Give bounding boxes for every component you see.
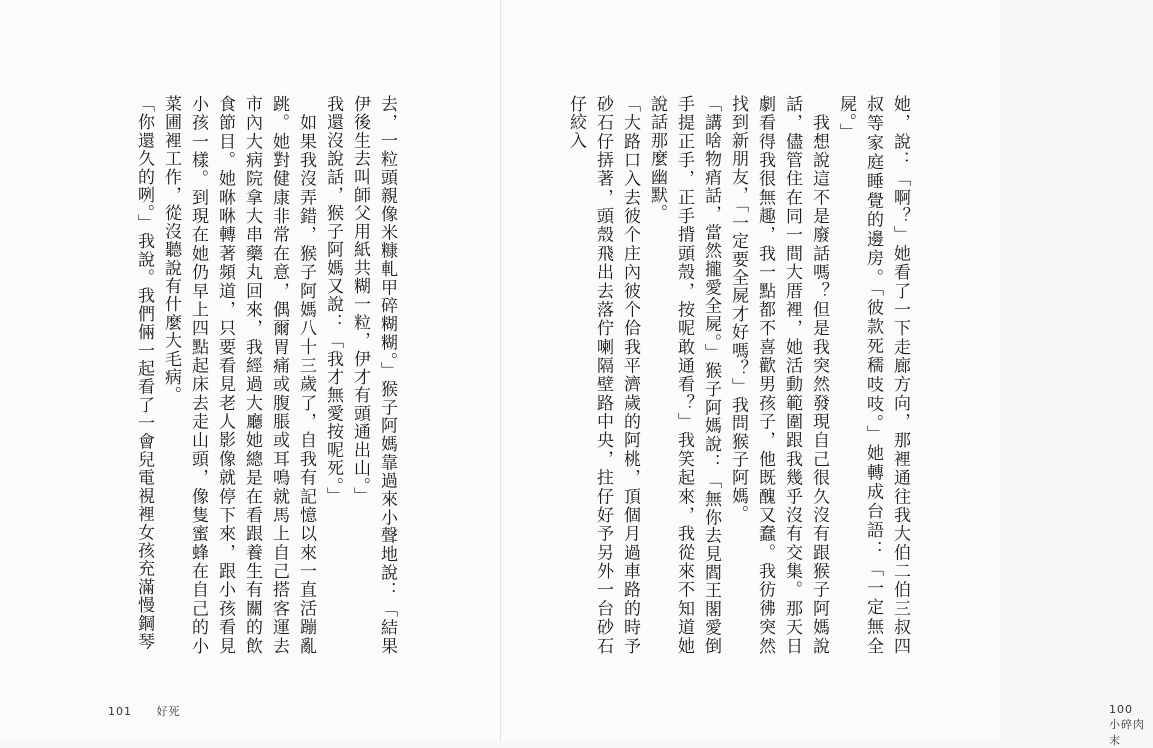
left-page-number: 101	[108, 705, 132, 718]
right-page-body-text: 她，說：「啊？」她看了一下走廊方向，那裡通往我大伯二伯三叔四叔等家庭睡覺的邊房。「彼款死穤吱吱。」她轉成台語：「一定無全屍。」 我想說這不是廢話嗎？但是我突然發現自己很久沒有跟猴子阿媽說話，儘管住在同一間大厝裡，她活動範圍跟我幾乎沒有交集。那天日劇看得我很無趣，我一點都不喜歡男孩子，他既醜又蠢。我彷彿突然找到新朋友，「一定要全屍才好嗎？」我問猴子阿媽。 「講啥物痟話，當然攏愛全屍。」猴子阿媽說：「無你去見閻王閣愛倒手提正手，正手揹頭殼，按呢敢通看？」我笑起來，我從來不知道她說話那麼幽默。 「大路口入去彼个庄內彼个佮我平濟歲的阿桃，頂個月過車路的時予砂石仔挵著，頭殼飛出去落佇喇隔壁路中央，拄仔好予另外一台砂石仔絞入	[566, 95, 910, 655]
left-page-footer	[108, 703, 181, 719]
left-page	[0, 0, 500, 742]
left-running-title: 好死	[156, 705, 181, 718]
right-page-number: 100	[1109, 703, 1133, 716]
right-page-footer	[1109, 703, 1153, 748]
right-page	[500, 0, 1145, 747]
right-running-title: 小碎肉末	[1109, 718, 1145, 747]
left-page-body-text: 去，一粒頭親像米糠軋甲碎糊糊。」猴子阿媽靠過來小聲地說：「結果伊後生去叫師父用紙共糊一粒，伊才有頭通出山。」 我還沒說話，猴子阿媽又說：「我才無愛按呢死。」 如果我沒弄錯，猴子阿媽八十三歲了，自我有記憶以來一直活蹦亂跳。她對健康非常在意，偶爾胃痛或腹脹或耳鳴就馬上自己搭客運去市內大病院拿大串藥丸回來，我經過大廳她總是在看跟養生有關的飲食節目。她咻咻轉著頻道，只要看見老人影像就停下來，跟小孩看見小孩一樣。到現在她仍早上四點起床去走山頭，像隻蜜蜂在自己的小菜圃裡工作，從沒聽說有什麼大毛病。 「你還久的咧。」我說。我們倆一起看了一會兒電視裡女孩充滿慢鋼琴	[134, 95, 397, 655]
